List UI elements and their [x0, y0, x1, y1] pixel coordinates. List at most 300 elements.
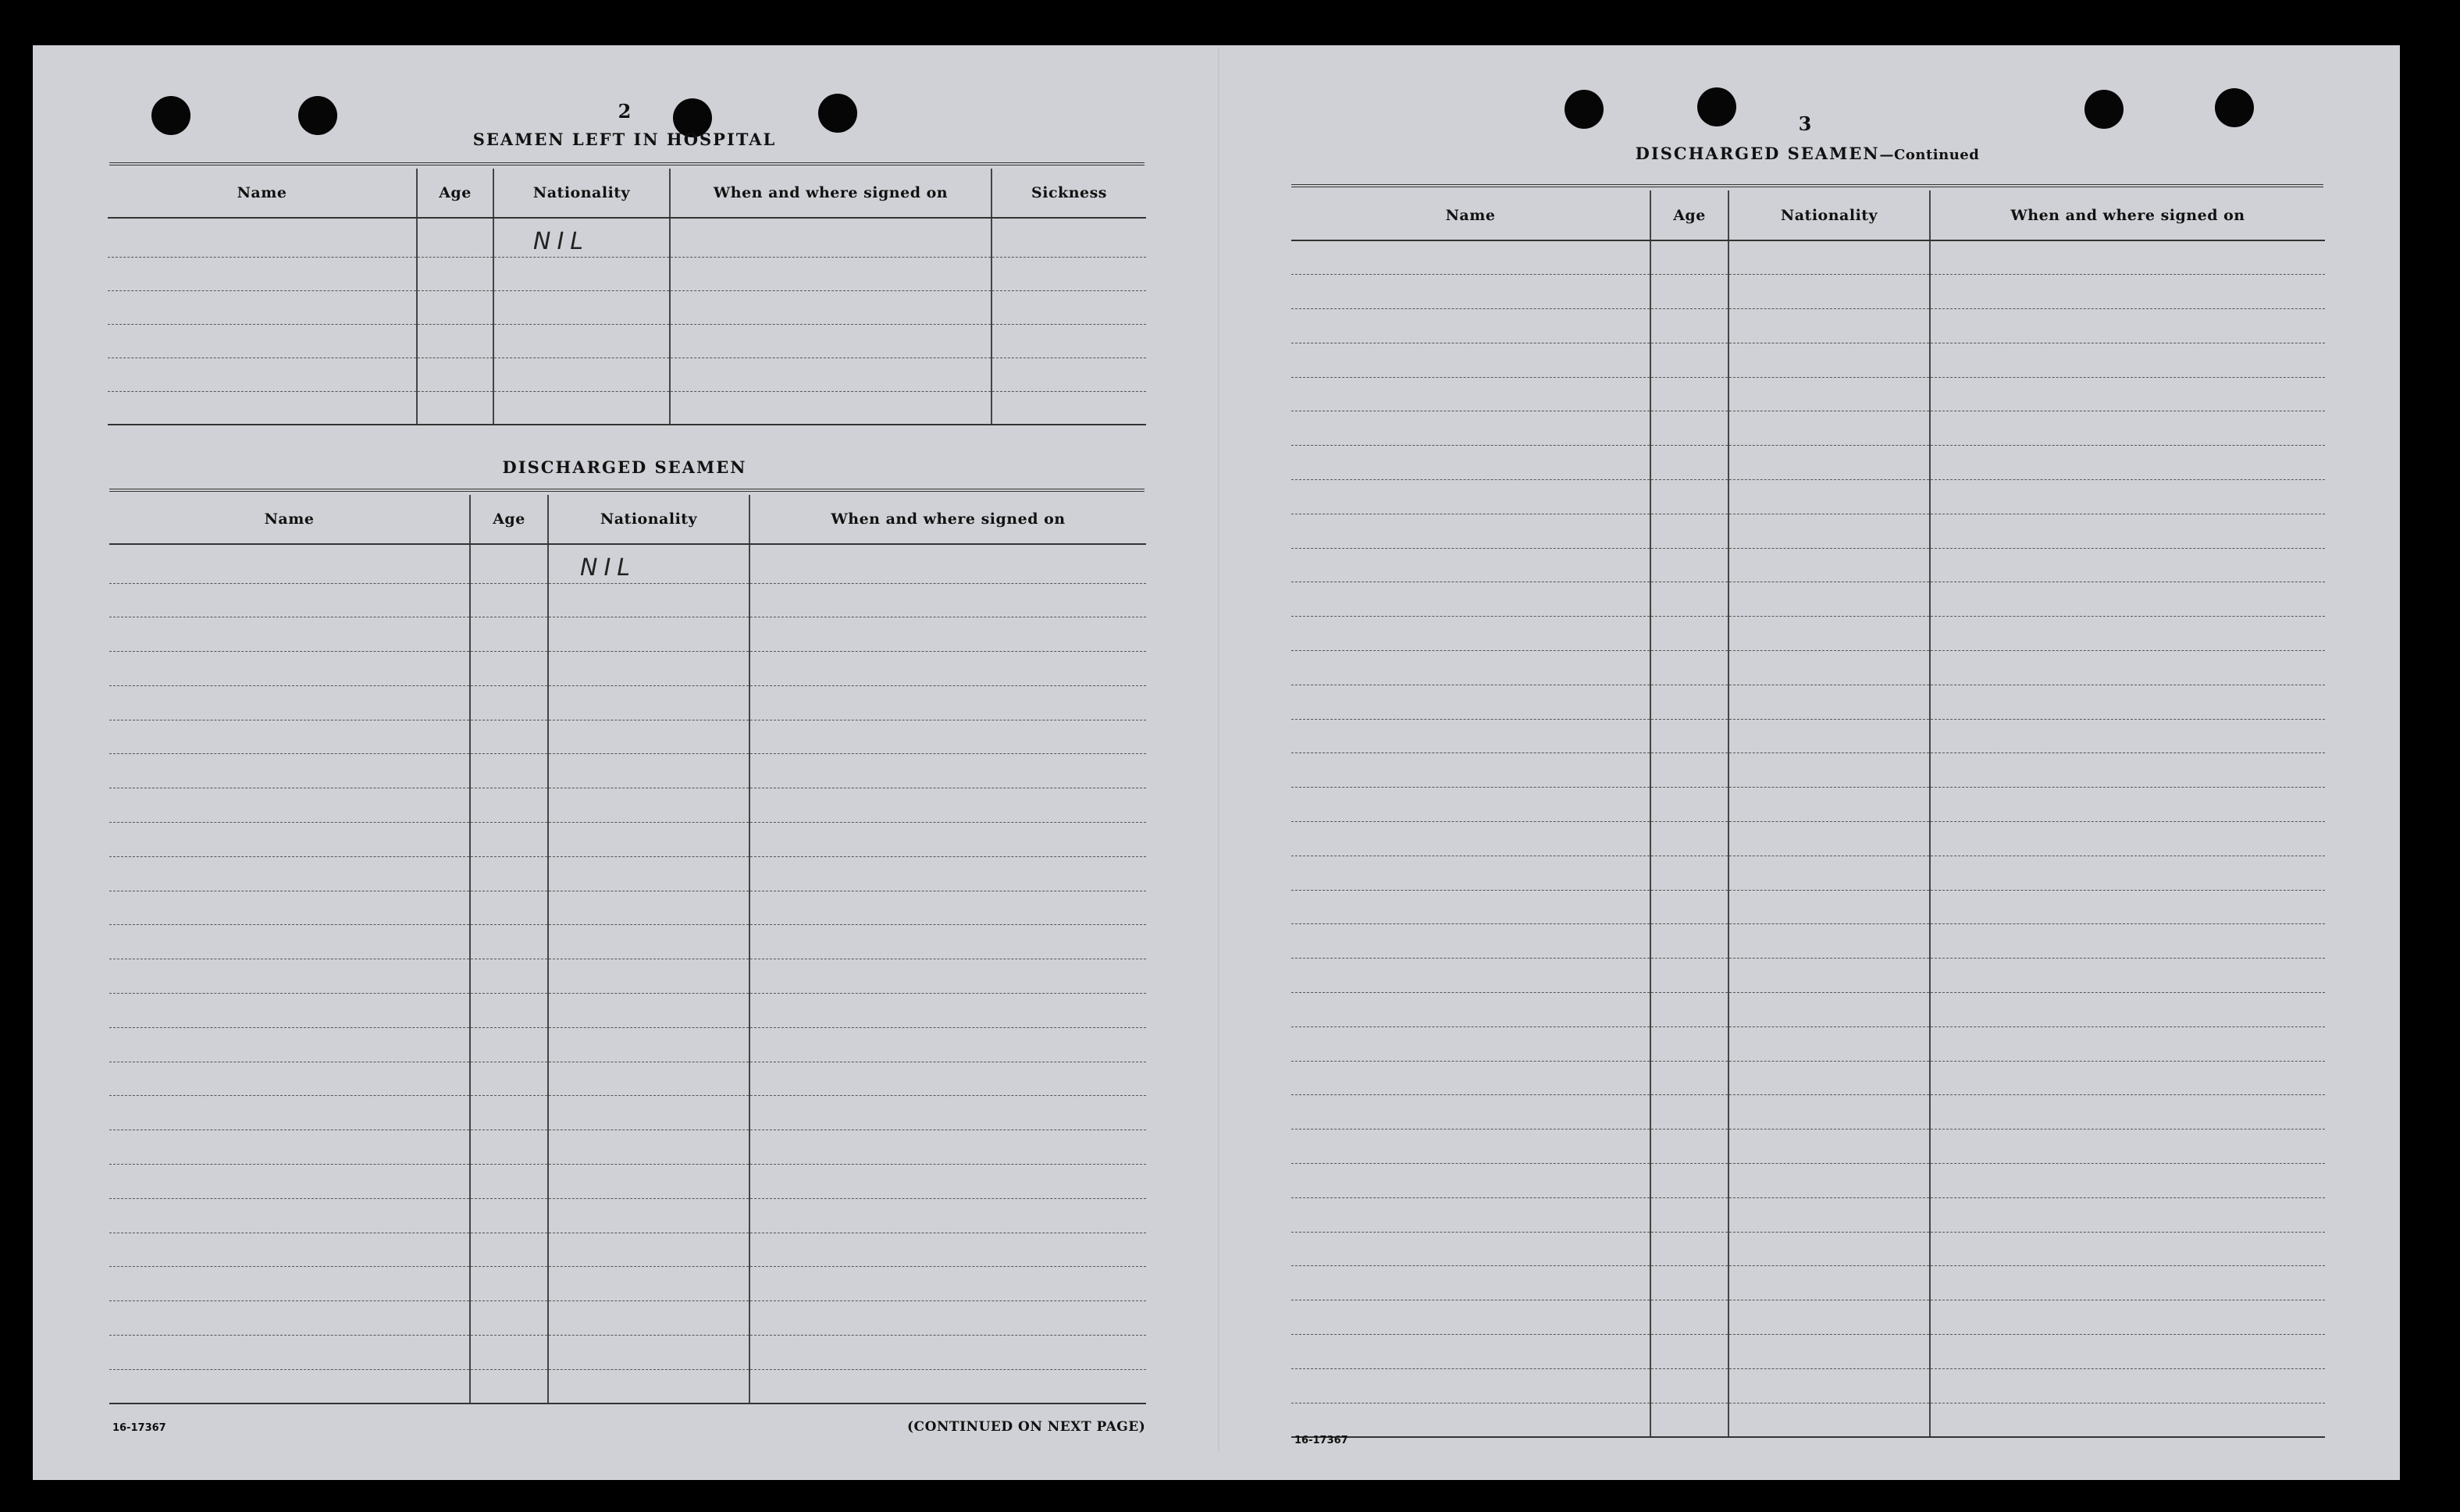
cell — [749, 959, 1146, 994]
cell — [108, 324, 417, 358]
handwritten-nil — [548, 544, 749, 583]
cell — [470, 720, 548, 754]
cell — [1291, 548, 1650, 582]
column-header-name: Name — [1291, 190, 1650, 240]
cell — [548, 994, 749, 1028]
column-header-sickness: Sickness — [991, 169, 1146, 218]
cell — [1728, 240, 1930, 275]
cell — [1728, 1335, 1930, 1369]
cell — [1728, 1266, 1930, 1300]
cell — [109, 1096, 470, 1130]
cell — [1291, 275, 1650, 309]
cell — [548, 1062, 749, 1096]
table-row — [109, 544, 1146, 583]
table-row — [1291, 1061, 2325, 1095]
table-row — [1291, 480, 2325, 514]
column-header-signed-on: When and where signed on — [749, 495, 1146, 544]
table-row — [1291, 753, 2325, 788]
section-title-text: DISCHARGED SEAMEN — [1635, 144, 1880, 163]
cell — [1728, 719, 1930, 753]
table-row — [108, 358, 1146, 391]
cell — [1728, 651, 1930, 685]
cell — [109, 994, 470, 1028]
section-title-hospital: SEAMEN LEFT IN HOSPITAL — [472, 130, 777, 149]
cell — [1728, 753, 1930, 788]
cell — [1728, 548, 1930, 582]
cell — [1930, 411, 2325, 446]
table-row — [109, 823, 1146, 857]
table-row — [1291, 1095, 2325, 1130]
title-rule — [109, 162, 1145, 165]
cell — [1650, 446, 1728, 480]
table-row — [1291, 924, 2325, 959]
cell — [1728, 480, 1930, 514]
cell — [108, 290, 417, 324]
table-row — [1291, 1164, 2325, 1198]
table-row — [109, 891, 1146, 925]
cell — [109, 754, 470, 788]
cell — [991, 290, 1146, 324]
cell — [1728, 446, 1930, 480]
cell — [109, 788, 470, 823]
cell — [1291, 959, 1650, 993]
table-row — [1291, 240, 2325, 275]
cell — [493, 290, 670, 324]
cell — [1291, 993, 1650, 1027]
cell — [1650, 1197, 1728, 1232]
cell — [1728, 1232, 1930, 1266]
column-header-age: Age — [470, 495, 548, 544]
column-header-age: Age — [1650, 190, 1728, 240]
cell — [470, 856, 548, 891]
table-row — [1291, 685, 2325, 719]
table-row — [109, 583, 1146, 617]
cell — [1650, 514, 1728, 548]
cell — [548, 1130, 749, 1165]
table-row — [109, 1130, 1146, 1165]
table-row — [108, 257, 1146, 290]
cell — [749, 685, 1146, 720]
cell — [470, 959, 548, 994]
binder-hole — [818, 94, 857, 133]
cell — [1930, 309, 2325, 343]
cell — [1291, 788, 1650, 822]
table-row — [109, 720, 1146, 754]
cell — [470, 583, 548, 617]
cell — [1930, 1026, 2325, 1061]
cell — [548, 1369, 749, 1403]
cell — [109, 1336, 470, 1370]
cell — [749, 1198, 1146, 1233]
page-fold-crease — [1218, 47, 1219, 1452]
cell — [470, 652, 548, 686]
cell — [1291, 1300, 1650, 1335]
cell — [1650, 993, 1728, 1027]
table-row — [109, 1027, 1146, 1062]
cell — [1650, 1164, 1728, 1198]
cell — [1291, 514, 1650, 548]
column-header-name: Name — [109, 495, 470, 544]
cell — [1930, 1335, 2325, 1369]
cell — [1728, 617, 1930, 651]
cell — [1728, 1368, 1930, 1403]
cell — [470, 788, 548, 823]
cell — [1728, 582, 1930, 617]
cell — [1930, 240, 2325, 275]
cell — [109, 1369, 470, 1403]
cell — [470, 1198, 548, 1233]
table-row — [1291, 1266, 2325, 1300]
cell — [1291, 1095, 1650, 1130]
cell — [1728, 788, 1930, 822]
cell — [1650, 1061, 1728, 1095]
cell — [1930, 480, 2325, 514]
cell — [749, 720, 1146, 754]
cell — [749, 754, 1146, 788]
table-row — [109, 1336, 1146, 1370]
cell — [1930, 343, 2325, 377]
cell — [1291, 685, 1650, 719]
column-header-signed-on: When and where signed on — [1930, 190, 2325, 240]
cell — [1650, 788, 1728, 822]
discharged-continued-table — [1291, 190, 2325, 1438]
cell — [109, 1301, 470, 1336]
table-row — [109, 1369, 1146, 1403]
cell — [109, 1130, 470, 1165]
cell — [1291, 1266, 1650, 1300]
cell — [1650, 309, 1728, 343]
cell — [1650, 582, 1728, 617]
cell — [417, 218, 493, 257]
cell — [1930, 275, 2325, 309]
table-row — [1291, 993, 2325, 1027]
cell — [493, 257, 670, 290]
cell — [1650, 548, 1728, 582]
cell — [1291, 651, 1650, 685]
binder-hole — [2215, 88, 2254, 127]
cell — [548, 1301, 749, 1336]
cell — [1930, 1300, 2325, 1335]
form-number: 16-17367 — [112, 1422, 166, 1434]
cell — [1930, 1403, 2325, 1437]
cell — [991, 358, 1146, 391]
table-row — [109, 685, 1146, 720]
cell — [1930, 582, 2325, 617]
cell — [1930, 1232, 2325, 1266]
cell — [470, 1233, 548, 1267]
table-row — [109, 1165, 1146, 1199]
cell — [1650, 617, 1728, 651]
cell — [749, 1062, 1146, 1096]
cell — [109, 1233, 470, 1267]
table-row — [1291, 1130, 2325, 1164]
cell — [1650, 959, 1728, 993]
cell — [1650, 1335, 1728, 1369]
cell — [1650, 1026, 1728, 1061]
cell — [1728, 1197, 1930, 1232]
page-number: 3 — [1798, 112, 1812, 135]
cell — [470, 925, 548, 959]
cell — [470, 1027, 548, 1062]
cell — [1930, 753, 2325, 788]
cell — [417, 324, 493, 358]
cell — [749, 1165, 1146, 1199]
cell — [548, 1233, 749, 1267]
table-row — [1291, 719, 2325, 753]
cell — [1650, 480, 1728, 514]
hospital-table — [108, 169, 1146, 425]
binder-hole — [298, 96, 337, 135]
table-row — [109, 925, 1146, 959]
cell — [749, 788, 1146, 823]
cell — [109, 823, 470, 857]
cell — [1728, 514, 1930, 548]
table-row — [109, 754, 1146, 788]
cell — [749, 544, 1146, 583]
cell — [470, 544, 548, 583]
cell — [1291, 1403, 1650, 1437]
cell — [1650, 685, 1728, 719]
cell — [749, 583, 1146, 617]
table-row — [108, 391, 1146, 425]
cell — [109, 685, 470, 720]
table-row — [1291, 959, 2325, 993]
cell — [1291, 1232, 1650, 1266]
cell — [1930, 1095, 2325, 1130]
cell — [493, 324, 670, 358]
table-row — [109, 959, 1146, 994]
table-row — [1291, 377, 2325, 411]
handwritten-text: NIL — [580, 553, 637, 582]
table-row — [1291, 548, 2325, 582]
cell — [109, 652, 470, 686]
table-row — [109, 1062, 1146, 1096]
column-header-nationality: Nationality — [1728, 190, 1930, 240]
table-row — [1291, 309, 2325, 343]
cell — [109, 1198, 470, 1233]
cell — [1650, 1300, 1728, 1335]
cell — [1728, 1403, 1930, 1437]
cell — [1291, 856, 1650, 890]
cell — [1650, 1266, 1728, 1300]
cell — [548, 891, 749, 925]
cell — [493, 391, 670, 425]
table-row — [1291, 651, 2325, 685]
table-header-row — [109, 495, 1146, 544]
column-header-signed-on: When and where signed on — [670, 169, 991, 218]
cell — [1930, 548, 2325, 582]
cell — [109, 959, 470, 994]
cell — [548, 959, 749, 994]
cell — [1728, 959, 1930, 993]
cell — [1291, 446, 1650, 480]
cell — [749, 1301, 1146, 1336]
cell — [108, 257, 417, 290]
table-row — [108, 218, 1146, 257]
cell — [470, 1062, 548, 1096]
cell — [1291, 719, 1650, 753]
cell — [1650, 1403, 1728, 1437]
cell — [670, 324, 991, 358]
cell — [470, 891, 548, 925]
cell — [1930, 993, 2325, 1027]
handwritten-nil — [493, 218, 670, 257]
cell — [749, 617, 1146, 652]
table-row — [109, 1198, 1146, 1233]
cell — [749, 925, 1146, 959]
cell — [548, 925, 749, 959]
cell — [109, 1267, 470, 1301]
table-row — [109, 1301, 1146, 1336]
section-title-suffix: —Continued — [1879, 147, 1980, 163]
cell — [417, 257, 493, 290]
cell — [548, 1027, 749, 1062]
cell — [1728, 1026, 1930, 1061]
cell — [1728, 1130, 1930, 1164]
cell — [548, 1096, 749, 1130]
cell — [1291, 1164, 1650, 1198]
table-row — [109, 1233, 1146, 1267]
cell — [109, 720, 470, 754]
cell — [1650, 890, 1728, 924]
cell — [1650, 719, 1728, 753]
cell — [1650, 1095, 1728, 1130]
binder-hole — [1697, 87, 1736, 126]
cell — [991, 391, 1146, 425]
table-row — [1291, 1335, 2325, 1369]
cell — [470, 1165, 548, 1199]
cell — [991, 218, 1146, 257]
cell — [109, 544, 470, 583]
table-row — [1291, 514, 2325, 548]
cell — [991, 324, 1146, 358]
cell — [1291, 343, 1650, 377]
table-row — [1291, 788, 2325, 822]
cell — [1291, 1368, 1650, 1403]
cell — [1650, 411, 1728, 446]
cell — [470, 754, 548, 788]
cell — [1728, 377, 1930, 411]
cell — [548, 856, 749, 891]
cell — [493, 358, 670, 391]
cell — [670, 290, 991, 324]
cell — [1728, 924, 1930, 959]
cell — [470, 823, 548, 857]
cell — [749, 1130, 1146, 1165]
cell — [1728, 1300, 1930, 1335]
cell — [1728, 890, 1930, 924]
cell — [1728, 411, 1930, 446]
cell — [548, 652, 749, 686]
cell — [548, 583, 749, 617]
cell — [470, 685, 548, 720]
cell — [108, 391, 417, 425]
cell — [548, 720, 749, 754]
cell — [1930, 1164, 2325, 1198]
table-row — [1291, 446, 2325, 480]
cell — [749, 823, 1146, 857]
cell — [1930, 719, 2325, 753]
cell — [1930, 685, 2325, 719]
cell — [1650, 1130, 1728, 1164]
table-row — [1291, 822, 2325, 856]
cell — [1650, 856, 1728, 890]
cell — [1291, 890, 1650, 924]
table-header-row — [108, 169, 1146, 218]
cell — [1728, 1061, 1930, 1095]
binder-hole — [1565, 90, 1604, 129]
cell — [548, 754, 749, 788]
cell — [1930, 1266, 2325, 1300]
cell — [670, 358, 991, 391]
cell — [109, 856, 470, 891]
section-title-discharged-continued — [1569, 144, 2045, 163]
table-row — [1291, 1300, 2325, 1335]
cell — [1728, 856, 1930, 890]
cell — [1291, 753, 1650, 788]
cell — [1930, 822, 2325, 856]
cell — [548, 788, 749, 823]
table-row — [109, 1096, 1146, 1130]
table-row — [1291, 856, 2325, 890]
table-row — [1291, 1403, 2325, 1437]
cell — [670, 391, 991, 425]
cell — [1930, 890, 2325, 924]
cell — [749, 652, 1146, 686]
cell — [1291, 377, 1650, 411]
cell — [548, 1198, 749, 1233]
cell — [470, 1130, 548, 1165]
discharged-table — [109, 495, 1146, 1404]
cell — [1650, 343, 1728, 377]
cell — [1291, 309, 1650, 343]
cell — [109, 1027, 470, 1062]
cell — [1930, 1061, 2325, 1095]
cell — [1728, 309, 1930, 343]
cell — [1930, 514, 2325, 548]
column-header-age: Age — [417, 169, 493, 218]
cell — [749, 1336, 1146, 1370]
form-number: 16-17367 — [1294, 1435, 1348, 1446]
cell — [109, 925, 470, 959]
cell — [548, 685, 749, 720]
title-rule — [1291, 184, 2323, 187]
cell — [1650, 651, 1728, 685]
cell — [1930, 1368, 2325, 1403]
cell — [749, 994, 1146, 1028]
cell — [548, 617, 749, 652]
column-header-nationality: Nationality — [493, 169, 670, 218]
cell — [1728, 822, 1930, 856]
cell — [108, 218, 417, 257]
cell — [548, 1267, 749, 1301]
table-row — [1291, 411, 2325, 446]
cell — [1291, 822, 1650, 856]
cell — [1930, 377, 2325, 411]
cell — [108, 358, 417, 391]
table-row — [109, 788, 1146, 823]
cell — [1291, 411, 1650, 446]
table-row — [1291, 1368, 2325, 1403]
table-row — [1291, 1026, 2325, 1061]
table-row — [1291, 275, 2325, 309]
cell — [1930, 1130, 2325, 1164]
cell — [1291, 1026, 1650, 1061]
cell — [1930, 788, 2325, 822]
cell — [1291, 480, 1650, 514]
table-row — [1291, 343, 2325, 377]
cell — [749, 891, 1146, 925]
